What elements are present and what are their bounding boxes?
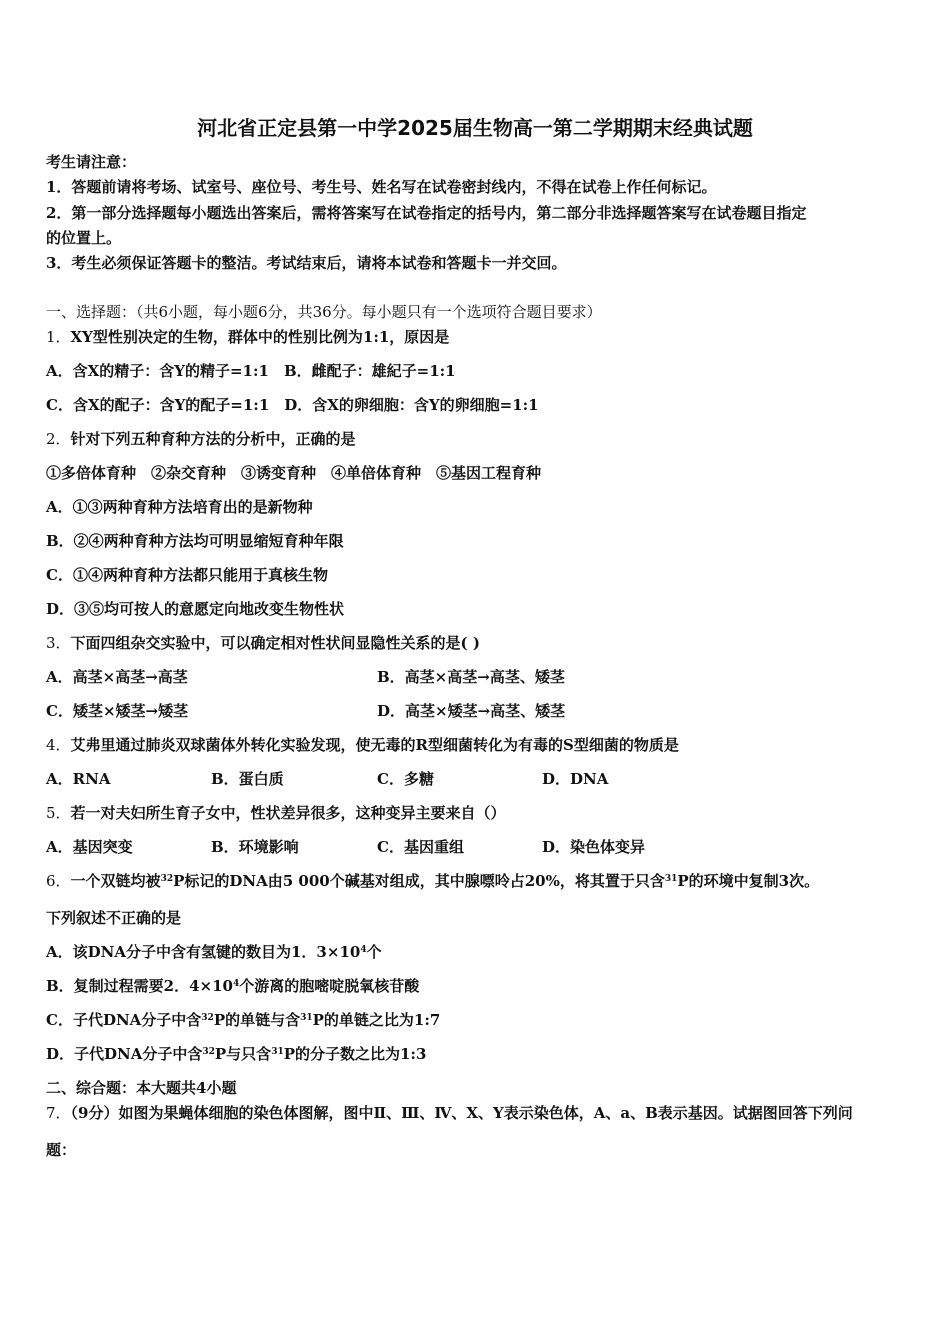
question-text: 艾弗里通过肺炎双球菌体外转化实验发现，使无毒的R型细菌转化为有毒的S型细菌的物质是 <box>70 736 679 754</box>
notice-item-2-cont: 的位置上。 <box>46 229 122 247</box>
question-1-options-cd: C．含X的配子：含Y的配子=1:1 D．含X的卵细胞：含Y的卵细胞=1:1 <box>46 396 539 414</box>
question-number: 2． <box>46 430 71 448</box>
question-text: 针对下列五种育种方法的分析中，正确的是 <box>70 430 356 448</box>
question-2-stem <box>46 429 356 449</box>
option-text: 个 <box>366 943 382 961</box>
question-5-option-b: B．环境影响 <box>211 838 299 856</box>
page-title: 河北省正定县第一中学2025届生物高一第二学期期末经典试题 <box>197 116 753 140</box>
question-text: 一个双链均被 <box>70 872 161 890</box>
question-number: 4． <box>46 736 71 754</box>
question-3-option-d: D．高茎×矮茎→高茎、矮茎 <box>377 702 566 720</box>
question-6-stem-cont: 下列叙述不正确的是 <box>46 909 182 927</box>
question-number: 1． <box>46 328 71 346</box>
option-text: 个游离的胞嘧啶脱氧核苷酸 <box>239 977 420 995</box>
question-6-option-a <box>46 942 382 962</box>
question-3-option-b: B．高茎×高茎→高茎、矮茎 <box>377 668 565 686</box>
isotope-superscript: 32 <box>160 874 174 884</box>
notice-item-1: 1．答题前请将考场、试室号、座位号、考生号、姓名写在试卷密封线内，不得在试卷上作任何标记。 <box>46 178 717 196</box>
question-text: 若一对夫妇所生育子女中，性状差异很多，这种变异主要来自（） <box>70 804 506 822</box>
option-text: P的单链与含 <box>213 1011 301 1029</box>
question-6-option-b <box>46 976 419 996</box>
question-5-option-d: D．染色体变异 <box>542 838 646 856</box>
question-4-option-c: C．多糖 <box>377 770 434 788</box>
notice-item-2: 2．第一部分选择题每小题选出答案后，需将答案写在试卷指定的括号内，第二部分非选择题答案写在试卷题目指定 <box>46 204 807 222</box>
question-5-stem <box>46 803 506 823</box>
question-number: 5． <box>46 804 71 822</box>
section-2-heading: 二、综合题：本大题共4小题 <box>46 1079 237 1097</box>
isotope-superscript: 31 <box>271 1047 284 1057</box>
question-4-option-d: D．DNA <box>542 770 609 788</box>
question-2-option-b: B．②④两种育种方法均可明显缩短育种年限 <box>46 532 344 550</box>
isotope-superscript: 31 <box>300 1013 313 1023</box>
question-2-methods: ①多倍体育种 ②杂交育种 ③诱变育种 ④单倍体育种 ⑤基因工程育种 <box>46 464 542 482</box>
question-6-option-d <box>46 1044 426 1064</box>
question-text: P标记的DNA由5 000个碱基对组成，其中腺嘌呤占20%，将其置于只含 <box>173 872 665 890</box>
question-6-stem <box>46 871 819 891</box>
question-text: 下面四组杂交实验中，可以确定相对性状间显隐性关系的是( ) <box>70 634 480 652</box>
question-4-stem <box>46 735 679 755</box>
question-6-option-c <box>46 1010 440 1030</box>
exponent: 4 <box>360 945 367 955</box>
question-1-options-ab: A．含X的精子：含Y的精子=1:1 B．雌配子：雄紀子=1:1 <box>46 362 456 380</box>
option-text: D．子代DNA分子中含 <box>46 1045 203 1063</box>
question-7-stem-cont: 题： <box>46 1141 77 1159</box>
question-number: 3． <box>46 634 71 652</box>
option-text: P与只含 <box>214 1045 272 1063</box>
exponent: 4 <box>233 979 240 989</box>
question-2-option-d: D．③⑤均可按人的意愿定向地改变生物性状 <box>46 600 345 618</box>
option-text: P的分子数之比为1:3 <box>283 1045 427 1063</box>
option-text: C．子代DNA分子中含 <box>46 1011 202 1029</box>
question-3-stem <box>46 633 480 653</box>
option-text: P的单链之比为1:7 <box>312 1011 441 1029</box>
question-3-option-c: C．矮茎×矮茎→矮茎 <box>46 702 189 720</box>
question-2-option-a: A．①③两种育种方法培育出的是新物种 <box>46 498 313 516</box>
question-4-option-a: A．RNA <box>46 770 111 788</box>
question-4-option-b: B．蛋白质 <box>211 770 284 788</box>
question-number: 7． <box>46 1104 71 1122</box>
isotope-superscript: 31 <box>664 874 678 884</box>
question-2-option-c: C．①④两种育种方法都只能用于真核生物 <box>46 566 328 584</box>
question-text: （9分）如图为果蝇体细胞的染色体图解，图中Ⅱ、Ⅲ、Ⅳ、X、Y表示染色体，A、a、B表示基因。试据图回答下列问 <box>70 1104 853 1122</box>
question-3-option-a: A．高茎×高茎→高茎 <box>46 668 188 686</box>
notice-heading: 考生请注意： <box>46 153 137 171</box>
option-text: B．复制过程需要2．4×10 <box>46 977 233 995</box>
isotope-superscript: 32 <box>202 1047 215 1057</box>
question-1-stem <box>46 327 449 347</box>
question-7-stem <box>46 1103 853 1123</box>
option-text: A．该DNA分子中含有氢键的数目为1．3×10 <box>46 943 361 961</box>
question-number: 6． <box>46 872 71 890</box>
notice-item-3: 3．考生必须保证答题卡的整洁。考试结束后，请将本试卷和答题卡一并交回。 <box>46 254 567 272</box>
question-text: XY型性别决定的生物，群体中的性别比例为1:1，原因是 <box>70 328 450 346</box>
question-text: P的环境中复制3次。 <box>677 872 820 890</box>
isotope-superscript: 32 <box>201 1013 214 1023</box>
question-5-option-a: A．基因突变 <box>46 838 133 856</box>
question-5-option-c: C．基因重组 <box>377 838 464 856</box>
section-1-heading: 一、选择题：（共6小题，每小题6分，共36分。每小题只有一个选项符合题目要求） <box>46 303 602 321</box>
